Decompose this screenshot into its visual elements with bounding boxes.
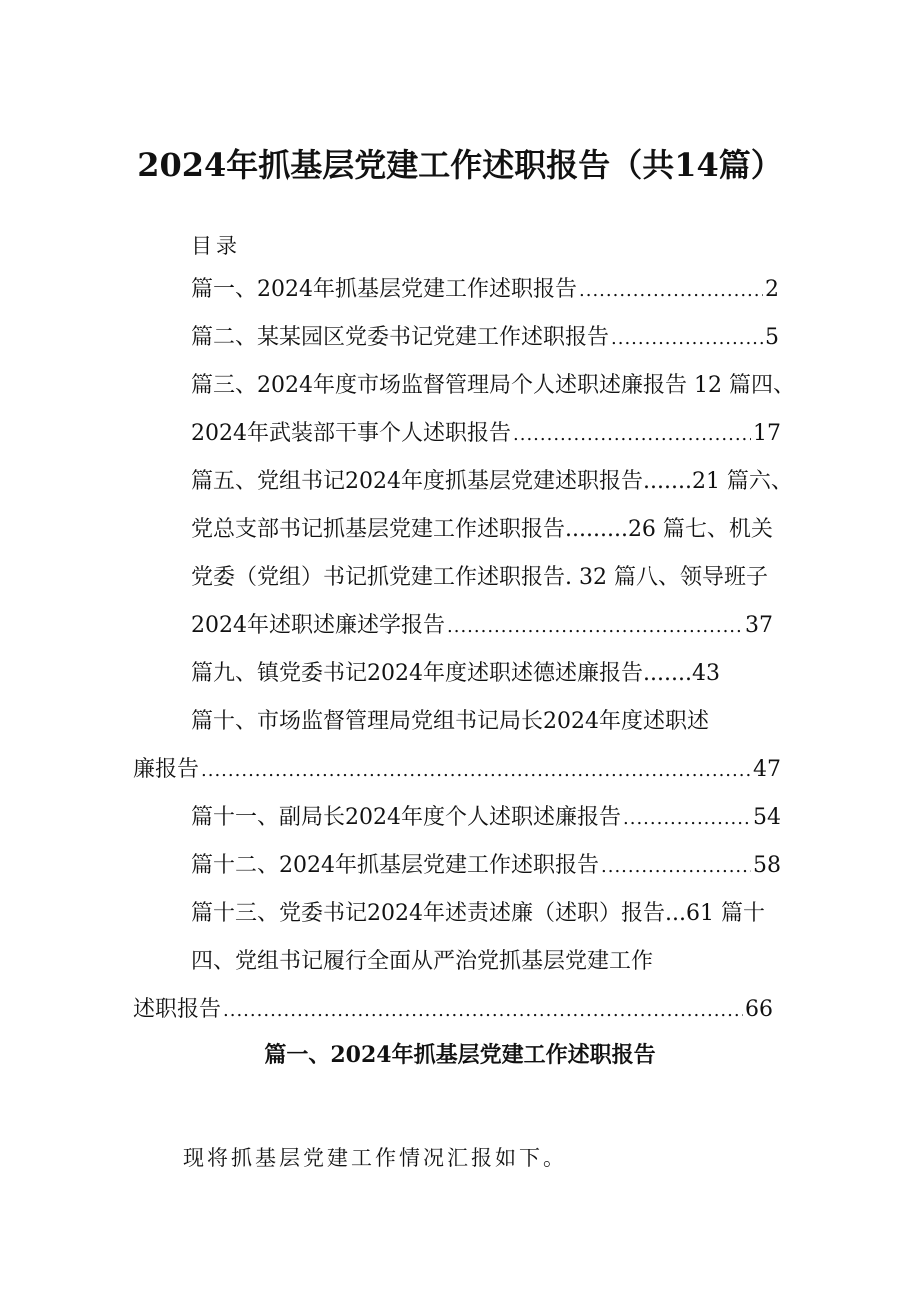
- toc-leader-dots: [611, 322, 763, 356]
- toc-entry-11[interactable]: [191, 801, 781, 835]
- toc-entry-title: 廉报告: [133, 757, 200, 782]
- toc-entry-10[interactable]: [133, 753, 781, 787]
- toc-entry-page: 47: [753, 757, 781, 782]
- document-title: 2024年抓基层党建工作述职报告（共14篇）: [137, 146, 783, 184]
- toc-leader-dots: [579, 274, 763, 308]
- toc-entry-12[interactable]: [191, 849, 781, 883]
- toc-entry-page: 17: [753, 421, 781, 446]
- toc-entry-title: 2024年武装部干事个人述职报告: [191, 421, 511, 446]
- toc-leader-dots: [447, 610, 743, 644]
- toc-entry-14-line[interactable]: 四、党组书记履行全面从严治党抓基层党建工作: [191, 949, 654, 974]
- toc-entry-13-line[interactable]: 篇十三、党委书记2024年述责述廉（述职）报告...61 篇十: [191, 901, 765, 926]
- toc-entry-1[interactable]: [191, 273, 779, 307]
- toc-entry-page: 58: [753, 853, 781, 878]
- toc-entry-title: 篇十二、2024年抓基层党建工作述职报告: [191, 853, 599, 878]
- toc-entry-title: 篇一、2024年抓基层党建工作述职报告: [191, 277, 577, 302]
- toc-entry-page: 2: [765, 277, 779, 302]
- toc-entry-title: 篇十一、副局长2024年度个人述职述廉报告: [191, 805, 621, 830]
- toc-entry-10-line[interactable]: 篇十、市场监督管理局党组书记局长2024年度述职述: [191, 709, 709, 734]
- toc-entry-page: 54: [753, 805, 781, 830]
- toc-entry-title: 2024年述职述廉述学报告: [191, 613, 445, 638]
- toc-entry-9-line[interactable]: 篇九、镇党委书记2024年度述职述德述廉报告.......43: [191, 661, 720, 686]
- toc-entry-page: 5: [765, 325, 779, 350]
- toc-entry-page: 37: [745, 613, 773, 638]
- toc-entry-7-line[interactable]: 党委（党组）书记抓党建工作述职报告. 32 篇八、领导班子: [191, 565, 768, 590]
- toc-leader-dots: [623, 802, 751, 836]
- toc-entry-3-line[interactable]: 篇三、2024年度市场监督管理局个人述职述廉报告 12 篇四、: [191, 373, 795, 398]
- toc-entry-page: 66: [745, 997, 773, 1022]
- body-paragraph: 现将抓基层党建工作情况汇报如下。: [183, 1146, 567, 1170]
- toc-entry-4[interactable]: [191, 417, 781, 451]
- toc-entry-title: 述职报告: [133, 997, 222, 1022]
- toc-entry-8[interactable]: [191, 609, 773, 643]
- toc-heading: 目录: [191, 234, 241, 258]
- toc-leader-dots: [513, 418, 751, 452]
- section-heading: 篇一、2024年抓基层党建工作述职报告: [264, 1042, 656, 1068]
- toc-leader-dots: [201, 754, 751, 788]
- toc-entry-5-line[interactable]: 篇五、党组书记2024年度抓基层党建述职报告.......21 篇六、: [191, 469, 793, 494]
- toc-leader-dots: [601, 850, 751, 884]
- toc-entry-14[interactable]: [133, 993, 773, 1027]
- toc-entry-6-line[interactable]: 党总支部书记抓基层党建工作述职报告.........26 篇七、机关: [191, 517, 773, 542]
- toc-entry-title: 篇二、某某园区党委书记党建工作述职报告: [191, 325, 610, 350]
- toc-entry-2[interactable]: [191, 321, 779, 355]
- toc-leader-dots: [223, 994, 743, 1028]
